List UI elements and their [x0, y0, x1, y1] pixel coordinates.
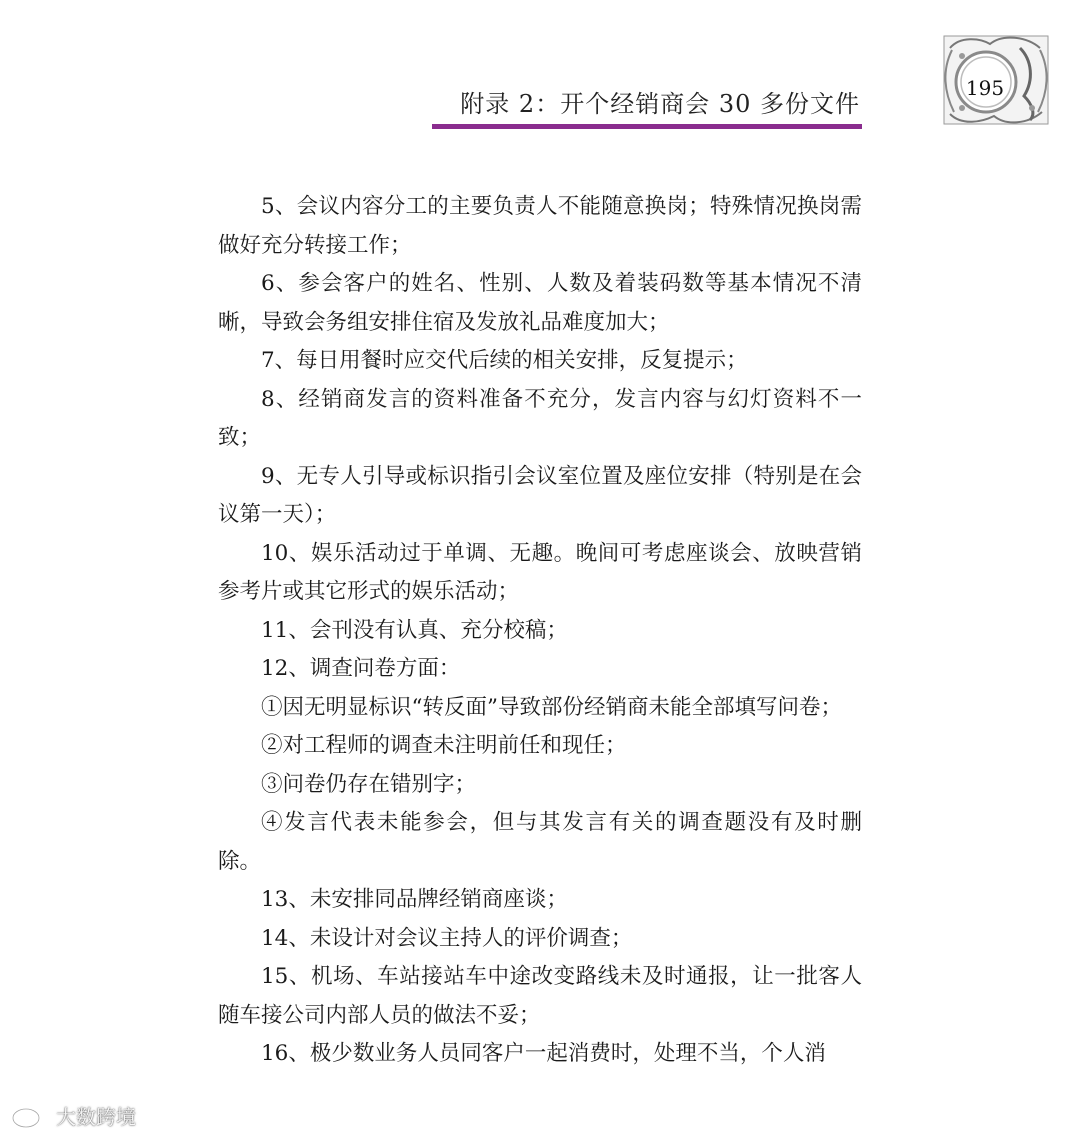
paragraph: 15、机场、车站接站车中途改变路线未及时通报，让一批客人随车接公司内部人员的做法不妥； [218, 964, 862, 1028]
paragraph: 12、调查问卷方面： [261, 656, 461, 681]
paragraph: 6、参会客户的姓名、性别、人数及着装码数等基本情况不清晰，导致会务组安排住宿及发放礼品难度加大； [218, 271, 862, 335]
page-header-title: 附录 2：开个经销商会 30 多份文件 [460, 90, 860, 118]
paragraph: 16、极少数业务人员同客户一起消费时，处理不当，个人消 [261, 1041, 826, 1066]
paragraph: 9、无专人引导或标识指引会议室位置及座位安排（特别是在会议第一天）； [218, 463, 862, 527]
paragraph: 14、未设计对会议主持人的评价调查； [261, 925, 633, 951]
paragraph: ③问卷仍存在错别字； [261, 771, 477, 797]
page-number: 195 [965, 76, 1005, 100]
paragraph: 8、经销商发言的资料准备不充分，发言内容与幻灯资料不一致； [218, 386, 862, 450]
paragraph: ①因无明显标识“转反面”导致部份经销商未能全部填写问卷； [261, 694, 842, 720]
document-body [218, 188, 862, 1074]
watermark-text: 大数跨境 [56, 1104, 136, 1129]
paragraph: 7、每日用餐时应交代后续的相关安排，反复提示； [261, 348, 748, 373]
weibo-logo-icon [10, 1101, 50, 1129]
paragraph: 13、未安排同品牌经销商座谈； [261, 887, 568, 912]
paragraph: ②对工程师的调查未注明前任和现任； [261, 733, 627, 758]
paragraph: 10、娱乐活动过于单调、无趣。晚间可考虑座谈会、放映营销参考片或其它形式的娱乐活动； [218, 540, 862, 604]
header-divider [432, 124, 862, 129]
paragraph: ④发言代表未能参会，但与其发言有关的调查题没有及时删除。 [218, 810, 862, 874]
paragraph: 11、会刊没有认真、充分校稿； [261, 617, 568, 643]
paragraph: 5、会议内容分工的主要负责人不能随意换岗；特殊情况换岗需做好充分转接工作； [218, 194, 862, 258]
watermark [10, 1098, 136, 1132]
